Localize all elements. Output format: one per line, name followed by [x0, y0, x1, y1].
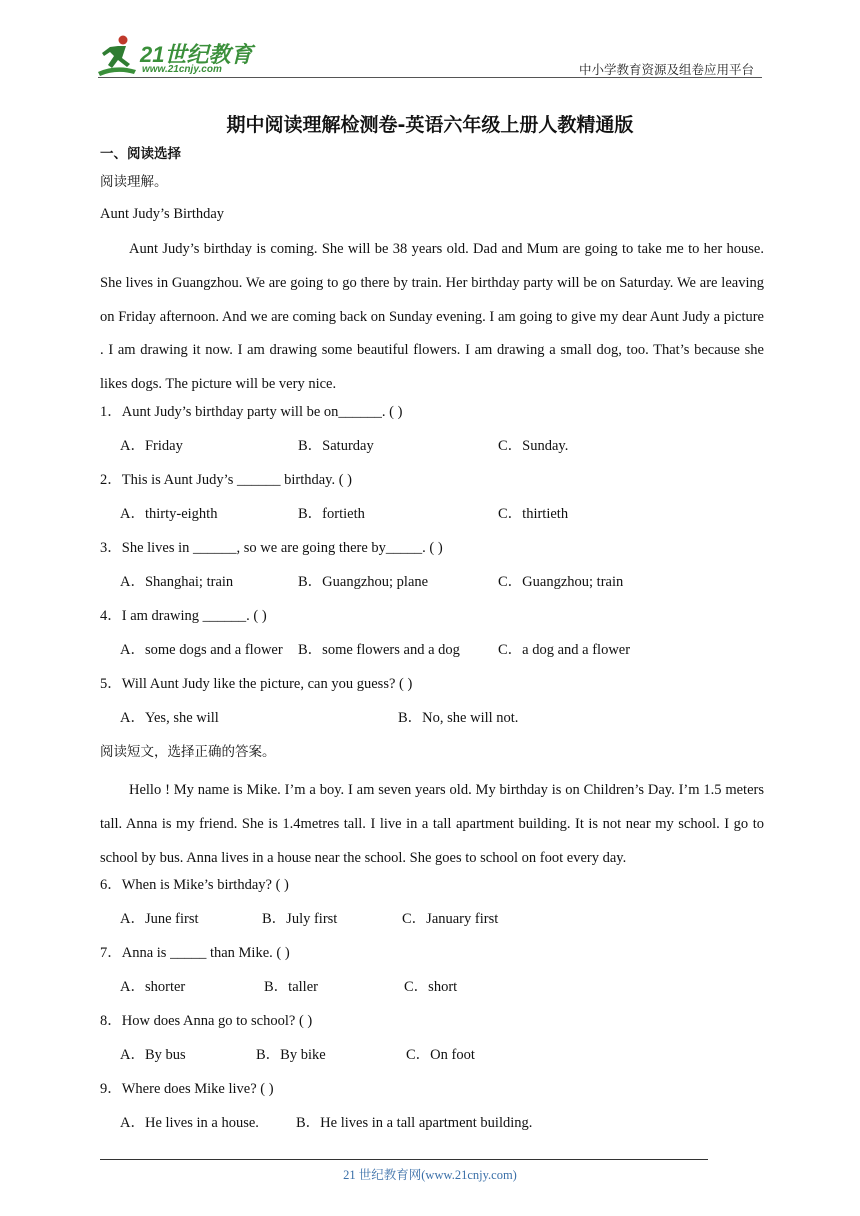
option-b[interactable]: B．No, she will not.	[398, 709, 519, 726]
question-9-options	[100, 1113, 764, 1147]
option-b[interactable]: B．Guangzhou; plane	[298, 573, 429, 590]
part1-questions	[100, 402, 764, 742]
passage-1: Aunt Judy’s birthday is coming. She will be 38 years old. Dad and Mum are going to take me to her house. She lives in Guangzhou. We are going to go there by train. Her birthday party will be on Saturday. We are leaving on Friday afternoon. And we are coming back on Sunday evening. I am going to give my dear Aunt Judy a picture . I am drawing it now. I am drawing some beautiful flowers. I am drawing a small dog, too. That’s because she likes dogs. The picture will be very nice.	[100, 241, 764, 393]
logo-text: 21世纪教育	[140, 42, 253, 67]
option-c[interactable]: C．short	[404, 979, 458, 996]
question-4-options	[100, 640, 764, 674]
question-5-options	[100, 708, 764, 742]
question-5: 5．Will Aunt Judy like the picture, can you guess? ( )	[100, 675, 413, 692]
option-b[interactable]: B．some flowers and a dog	[298, 641, 460, 658]
option-a[interactable]: A．shorter	[120, 979, 186, 996]
option-a[interactable]: A．Friday	[120, 437, 183, 454]
option-c[interactable]: C．January first	[402, 911, 499, 928]
option-b[interactable]: B．taller	[264, 979, 318, 996]
question-3: 3．She lives in ______, so we are going there by_____. ( )	[100, 539, 443, 556]
option-b[interactable]: B．Saturday	[298, 437, 374, 454]
question-1-options	[100, 436, 764, 470]
question-2: 2．This is Aunt Judy’s ______ birthday. ( )	[100, 471, 353, 488]
question-7: 7．Anna is _____ than Mike. ( )	[100, 945, 290, 962]
question-6-options	[100, 909, 764, 943]
question-6: 6．When is Mike’s birthday? ( )	[100, 877, 289, 894]
option-a[interactable]: A．He lives in a house.	[120, 1115, 259, 1132]
footer-divider	[100, 1159, 708, 1160]
passage-2: Hello ! My name is Mike. I’m a boy. I am seven years old. My birthday is on Children’s Day. I’m 1.5 meters tall. Anna is my friend. She is 1.4metres tall. I live in a tall apartment building. It is not near my school. I go to school by bus. Anna lives in a house near the school. She goes to school on foot every day.	[100, 781, 764, 866]
question-7-options	[100, 977, 764, 1011]
platform-label: 中小学教育资源及组卷应用平台	[578, 62, 754, 77]
part1-instruction: 阅读理解。	[100, 174, 168, 190]
header-divider	[98, 77, 762, 78]
question-3-options	[100, 572, 764, 606]
option-b[interactable]: B．He lives in a tall apartment building.	[296, 1115, 533, 1132]
option-a[interactable]: A．Shanghai; train	[120, 573, 234, 590]
option-c[interactable]: C．On foot	[406, 1047, 475, 1064]
passage-title: Aunt Judy’s Birthday	[100, 206, 225, 222]
page-title: 期中阅读理解检测卷-英语六年级上册人教精通版	[226, 114, 634, 136]
footer-link[interactable]: 21 世纪教育网(www.21cnjy.com)	[343, 1168, 517, 1182]
section-heading: 一、阅读选择	[100, 146, 181, 162]
option-c[interactable]: C．Guangzhou; train	[498, 573, 624, 590]
logo-url: www.21cnjy.com	[142, 64, 222, 75]
option-c[interactable]: C．thirtieth	[498, 505, 569, 522]
question-2-options	[100, 504, 764, 538]
option-c[interactable]: C．Sunday.	[498, 437, 569, 454]
question-9: 9．Where does Mike live? ( )	[100, 1081, 274, 1098]
part2-instruction: 阅读短文，选择正确的答案。	[100, 743, 276, 760]
page-header	[0, 0, 860, 90]
logo	[92, 34, 262, 78]
option-b[interactable]: B．July first	[262, 911, 338, 928]
option-b[interactable]: B．fortieth	[298, 505, 365, 522]
question-8: 8．How does Anna go to school? ( )	[100, 1013, 313, 1030]
runner-logo-icon	[92, 34, 142, 78]
option-a[interactable]: A．Yes, she will	[120, 709, 219, 726]
question-4: 4．I am drawing ______. ( )	[100, 607, 267, 624]
option-b[interactable]: B．By bike	[256, 1047, 326, 1064]
option-a[interactable]: A．By bus	[120, 1047, 186, 1064]
option-a[interactable]: A．some dogs and a flower	[120, 641, 283, 658]
option-a[interactable]: A．thirty-eighth	[120, 505, 218, 522]
worksheet-content	[100, 144, 764, 1147]
option-a[interactable]: A．June first	[120, 911, 199, 928]
part2-questions	[100, 875, 764, 1147]
question-1: 1．Aunt Judy’s birthday party will be on______. ( )	[100, 403, 403, 420]
option-c[interactable]: C．a dog and a flower	[498, 641, 631, 658]
question-8-options	[100, 1045, 764, 1079]
